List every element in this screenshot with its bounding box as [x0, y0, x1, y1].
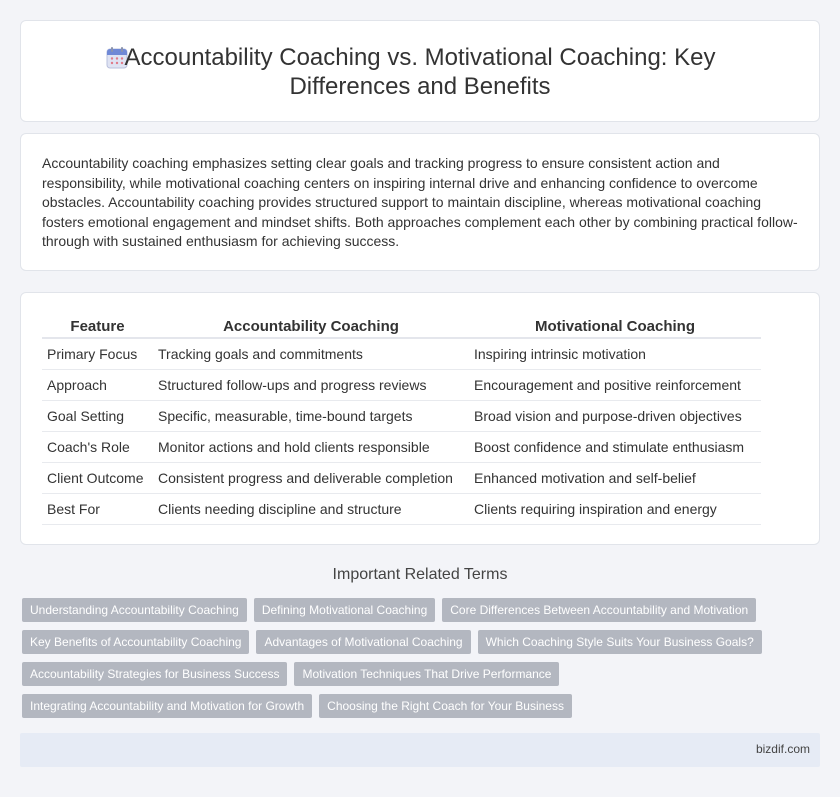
table-row	[42, 431, 761, 462]
comparison-table-card	[20, 292, 820, 545]
header-motivational: Motivational Coaching	[469, 315, 761, 338]
related-term-tag[interactable]: Defining Motivational Coaching	[254, 598, 435, 622]
accountability-cell: Specific, measurable, time-bound targets	[153, 400, 469, 431]
accountability-cell: Tracking goals and commitments	[153, 338, 469, 369]
related-term-tag[interactable]: Which Coaching Style Suits Your Business Goals?	[478, 630, 762, 654]
feature-cell: Approach	[42, 369, 153, 400]
feature-cell: Primary Focus	[42, 338, 153, 369]
footer	[20, 733, 820, 767]
related-term-tag[interactable]: Key Benefits of Accountability Coaching	[22, 630, 249, 654]
related-term-tag[interactable]: Accountability Strategies for Business Success	[22, 662, 287, 686]
feature-cell: Coach's Role	[42, 431, 153, 462]
related-terms-list	[22, 598, 782, 718]
table-row	[42, 462, 761, 493]
accountability-cell: Consistent progress and deliverable completion	[153, 462, 469, 493]
related-term-tag[interactable]: Motivation Techniques That Drive Performance	[294, 662, 559, 686]
accountability-cell: Monitor actions and hold clients responsible	[153, 431, 469, 462]
intro-card	[20, 133, 820, 271]
related-term-tag[interactable]: Advantages of Motivational Coaching	[256, 630, 470, 654]
table-header-row	[42, 315, 761, 338]
table-row	[42, 338, 761, 369]
feature-cell: Goal Setting	[42, 400, 153, 431]
related-term-tag[interactable]: Core Differences Between Accountability and Motivation	[442, 598, 756, 622]
table-row	[42, 369, 761, 400]
table-row	[42, 400, 761, 431]
site-name[interactable]: bizdif.com	[755, 742, 810, 756]
header-accountability: Accountability Coaching	[153, 315, 469, 338]
intro-paragraph: Accountability coaching emphasizes setting clear goals and tracking progress to ensure consistent action and responsibility, while motivational coaching centers on inspiring internal drive and enhancing confidence to overcome obstacles. Accountability coaching provides structured support to maintain discipline, whereas motivational coaching fosters emotional engagement and mindset shifts. Both approaches complement each other by combining practical follow-through with sustained enthusiasm for achieving success.	[42, 155, 798, 250]
related-term-tag[interactable]: Understanding Accountability Coaching	[22, 598, 247, 622]
motivational-cell: Clients requiring inspiration and energy	[469, 493, 761, 524]
header-feature: Feature	[42, 315, 153, 338]
page-title: Accountability Coaching vs. Motivational Coaching: Key Differences and Benefits	[124, 44, 716, 100]
comparison-table	[42, 315, 761, 525]
accountability-cell: Clients needing discipline and structure	[153, 493, 469, 524]
motivational-cell: Encouragement and positive reinforcement	[469, 369, 761, 400]
motivational-cell: Inspiring intrinsic motivation	[469, 338, 761, 369]
motivational-cell: Enhanced motivation and self-belief	[469, 462, 761, 493]
related-terms-title: Important Related Terms	[332, 566, 508, 583]
motivational-cell: Boost confidence and stimulate enthusiasm	[469, 431, 761, 462]
accountability-cell: Structured follow-ups and progress reviews	[153, 369, 469, 400]
related-term-tag[interactable]: Choosing the Right Coach for Your Business	[319, 694, 572, 718]
feature-cell: Best For	[42, 493, 153, 524]
table-row	[42, 493, 761, 524]
feature-cell: Client Outcome	[42, 462, 153, 493]
title-card	[20, 20, 820, 122]
motivational-cell: Broad vision and purpose-driven objectives	[469, 400, 761, 431]
related-term-tag[interactable]: Integrating Accountability and Motivation for Growth	[22, 694, 312, 718]
